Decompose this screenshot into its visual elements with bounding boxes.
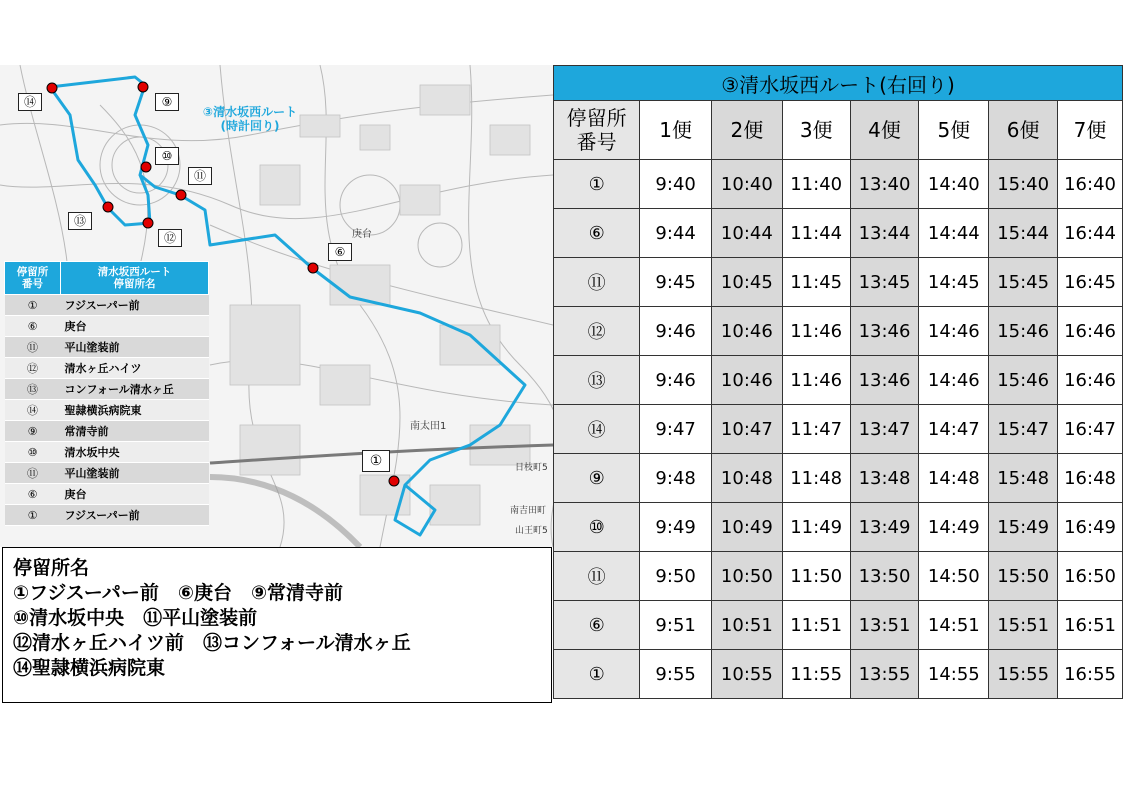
timetable-stop-header: 停留所 番号 — [554, 101, 640, 160]
legend-stop-number: ⑬ — [5, 379, 61, 400]
trip-header: 2便 — [711, 101, 782, 160]
legend-stop-number: ⑩ — [5, 442, 61, 463]
departure-time: 16:40 — [1058, 160, 1123, 209]
departure-time: 15:50 — [989, 552, 1058, 601]
map-route-title — [190, 105, 310, 133]
departure-time: 13:44 — [850, 209, 919, 258]
departure-time: 14:46 — [919, 356, 989, 405]
legend-row — [5, 400, 209, 421]
departure-time: 15:45 — [989, 258, 1058, 307]
departure-time: 16:44 — [1058, 209, 1123, 258]
departure-time: 11:46 — [782, 356, 850, 405]
timetable-row — [554, 307, 1123, 356]
timetable-row — [554, 258, 1123, 307]
departure-time: 10:44 — [711, 209, 782, 258]
timetable-row — [554, 160, 1123, 209]
stop-label-13: ⑬ — [68, 212, 92, 230]
legend-stop-number: ⑪ — [5, 463, 61, 484]
departure-time: 9:45 — [640, 258, 712, 307]
stop-label-11: ⑪ — [188, 167, 212, 185]
departure-time: 13:48 — [850, 454, 919, 503]
trip-header: 5便 — [919, 101, 989, 160]
departure-time: 16:50 — [1058, 552, 1123, 601]
legend-row — [5, 337, 209, 358]
legend-stop-number: ① — [5, 295, 61, 316]
area-label-minamiota: 南太田1 — [410, 421, 447, 432]
trip-header: 7便 — [1058, 101, 1123, 160]
stop-legend-table — [4, 261, 209, 526]
area-label-hiecho: 日枝町5 — [515, 463, 548, 473]
timetable-stop-number: ① — [554, 650, 640, 699]
departure-time: 10:47 — [711, 405, 782, 454]
departure-time: 10:51 — [711, 601, 782, 650]
departure-time: 16:51 — [1058, 601, 1123, 650]
departure-time: 13:55 — [850, 650, 919, 699]
timetable-row — [554, 601, 1123, 650]
departure-time: 13:49 — [850, 503, 919, 552]
departure-time: 14:45 — [919, 258, 989, 307]
stop-label-14: ⑭ — [18, 93, 42, 111]
departure-time: 10:48 — [711, 454, 782, 503]
departure-time: 9:46 — [640, 356, 712, 405]
departure-time: 16:47 — [1058, 405, 1123, 454]
legend-row — [5, 421, 209, 442]
stop-label-9: ⑨ — [155, 93, 179, 111]
departure-time: 9:44 — [640, 209, 712, 258]
legend-stop-name: 平山塗装前 — [61, 337, 209, 358]
departure-time: 13:51 — [850, 601, 919, 650]
stop-names-line: ⑫清水ヶ丘ハイツ前 ⑬コンフォール清水ヶ丘 — [13, 632, 411, 654]
departure-time: 13:46 — [850, 307, 919, 356]
timetable-title: ③清水坂西ルート(右回り) — [554, 66, 1123, 101]
departure-time: 15:44 — [989, 209, 1058, 258]
departure-time: 15:40 — [989, 160, 1058, 209]
departure-time: 14:40 — [919, 160, 989, 209]
legend-stop-name: 常清寺前 — [61, 421, 209, 442]
legend-stop-name: 清水ヶ丘ハイツ — [61, 358, 209, 379]
map-route-title-line2: (時計回り) — [220, 119, 280, 133]
trip-header: 6便 — [989, 101, 1058, 160]
trip-header: 1便 — [640, 101, 712, 160]
departure-time: 15:46 — [989, 356, 1058, 405]
departure-time: 13:45 — [850, 258, 919, 307]
legend-row — [5, 379, 209, 400]
legend-stop-name: 聖隷横浜病院東 — [61, 400, 209, 421]
departure-time: 11:49 — [782, 503, 850, 552]
legend-stop-name: フジスーパー前 — [61, 505, 209, 526]
legend-stop-name: 清水坂中央 — [61, 442, 209, 463]
area-label-minamiyoshida: 南吉田町 — [510, 506, 547, 516]
departure-time: 9:51 — [640, 601, 712, 650]
legend-stop-number: ⑥ — [5, 316, 61, 337]
map-route-title-line1: ③清水坂西ルート — [202, 105, 298, 119]
departure-time: 14:48 — [919, 454, 989, 503]
timetable-row — [554, 356, 1123, 405]
departure-time: 13:46 — [850, 356, 919, 405]
stop-names-line: ⑩清水坂中央 ⑪平山塗装前 — [13, 607, 258, 629]
legend-header-no: 停留所 番号 — [5, 262, 61, 295]
legend-stop-number: ⑫ — [5, 358, 61, 379]
stop-names-line: ⑭聖隷横浜病院東 — [13, 657, 166, 679]
timetable-stop-number: ⑥ — [554, 601, 640, 650]
departure-time: 15:47 — [989, 405, 1058, 454]
legend-row — [5, 463, 209, 484]
trip-header: 3便 — [782, 101, 850, 160]
legend-stop-number: ⑭ — [5, 400, 61, 421]
departure-time: 9:50 — [640, 552, 712, 601]
departure-time: 11:55 — [782, 650, 850, 699]
stop-label-6: ⑥ — [328, 243, 352, 261]
timetable-row — [554, 454, 1123, 503]
timetable-stop-number: ⑫ — [554, 307, 640, 356]
departure-time: 11:47 — [782, 405, 850, 454]
area-label-kotodai: 庚台 — [352, 229, 372, 240]
timetable-stop-number: ⑭ — [554, 405, 640, 454]
timetable-stop-number: ⑩ — [554, 503, 640, 552]
departure-time: 10:46 — [711, 356, 782, 405]
departure-time: 15:51 — [989, 601, 1058, 650]
timetable-stop-number: ⑥ — [554, 209, 640, 258]
legend-row — [5, 505, 209, 526]
departure-time: 15:55 — [989, 650, 1058, 699]
legend-header-name: 清水坂西ルート 停留所名 — [61, 262, 209, 295]
stop-names-heading: 停留所名 — [13, 557, 90, 579]
timetable — [553, 65, 1123, 699]
legend-stop-name: 庚台 — [61, 484, 209, 505]
departure-time: 10:45 — [711, 258, 782, 307]
legend-row — [5, 442, 209, 463]
timetable-row — [554, 503, 1123, 552]
departure-time: 9:40 — [640, 160, 712, 209]
timetable-row — [554, 209, 1123, 258]
departure-time: 9:55 — [640, 650, 712, 699]
departure-time: 10:40 — [711, 160, 782, 209]
departure-time: 13:40 — [850, 160, 919, 209]
legend-row — [5, 484, 209, 505]
departure-time: 16:46 — [1058, 307, 1123, 356]
stop-names-box — [2, 547, 552, 703]
departure-time: 16:49 — [1058, 503, 1123, 552]
area-label-sanno: 山王町5 — [515, 526, 548, 536]
departure-time: 16:45 — [1058, 258, 1123, 307]
departure-time: 14:51 — [919, 601, 989, 650]
timetable-row — [554, 552, 1123, 601]
departure-time: 11:51 — [782, 601, 850, 650]
departure-time: 10:50 — [711, 552, 782, 601]
legend-stop-name: フジスーパー前 — [61, 295, 209, 316]
departure-time: 9:48 — [640, 454, 712, 503]
departure-time: 14:50 — [919, 552, 989, 601]
stop-label-10: ⑩ — [155, 147, 179, 165]
departure-time: 9:49 — [640, 503, 712, 552]
timetable-stop-number: ⑪ — [554, 552, 640, 601]
departure-time: 15:48 — [989, 454, 1058, 503]
legend-stop-number: ⑨ — [5, 421, 61, 442]
departure-time: 10:49 — [711, 503, 782, 552]
trip-header: 4便 — [850, 101, 919, 160]
legend-row — [5, 295, 209, 316]
route-map — [0, 65, 553, 547]
timetable-stop-number: ① — [554, 160, 640, 209]
departure-time: 9:47 — [640, 405, 712, 454]
departure-time: 13:50 — [850, 552, 919, 601]
stop-label-12: ⑫ — [158, 229, 182, 247]
departure-time: 15:46 — [989, 307, 1058, 356]
departure-time: 16:48 — [1058, 454, 1123, 503]
legend-stop-number: ⑪ — [5, 337, 61, 358]
departure-time: 9:46 — [640, 307, 712, 356]
legend-stop-name: 庚台 — [61, 316, 209, 337]
timetable-row — [554, 650, 1123, 699]
timetable-stop-number: ⑬ — [554, 356, 640, 405]
timetable-stop-number: ⑨ — [554, 454, 640, 503]
departure-time: 11:44 — [782, 209, 850, 258]
stop-label-1: ① — [362, 450, 390, 472]
legend-row — [5, 316, 209, 337]
departure-time: 10:55 — [711, 650, 782, 699]
departure-time: 10:46 — [711, 307, 782, 356]
departure-time: 11:45 — [782, 258, 850, 307]
departure-time: 13:47 — [850, 405, 919, 454]
stop-names-line: ①フジスーパー前 ⑥庚台 ⑨常清寺前 — [13, 582, 344, 604]
departure-time: 14:49 — [919, 503, 989, 552]
departure-time: 14:55 — [919, 650, 989, 699]
departure-time: 14:47 — [919, 405, 989, 454]
legend-stop-name: 平山塗装前 — [61, 463, 209, 484]
departure-time: 11:46 — [782, 307, 850, 356]
timetable-row — [554, 405, 1123, 454]
legend-row — [5, 358, 209, 379]
legend-stop-number: ① — [5, 505, 61, 526]
departure-time: 16:46 — [1058, 356, 1123, 405]
departure-time: 11:40 — [782, 160, 850, 209]
departure-time: 16:55 — [1058, 650, 1123, 699]
departure-time: 11:48 — [782, 454, 850, 503]
departure-time: 14:46 — [919, 307, 989, 356]
timetable-stop-number: ⑪ — [554, 258, 640, 307]
departure-time: 14:44 — [919, 209, 989, 258]
legend-stop-number: ⑥ — [5, 484, 61, 505]
departure-time: 15:49 — [989, 503, 1058, 552]
departure-time: 11:50 — [782, 552, 850, 601]
legend-stop-name: コンフォール清水ヶ丘 — [61, 379, 209, 400]
